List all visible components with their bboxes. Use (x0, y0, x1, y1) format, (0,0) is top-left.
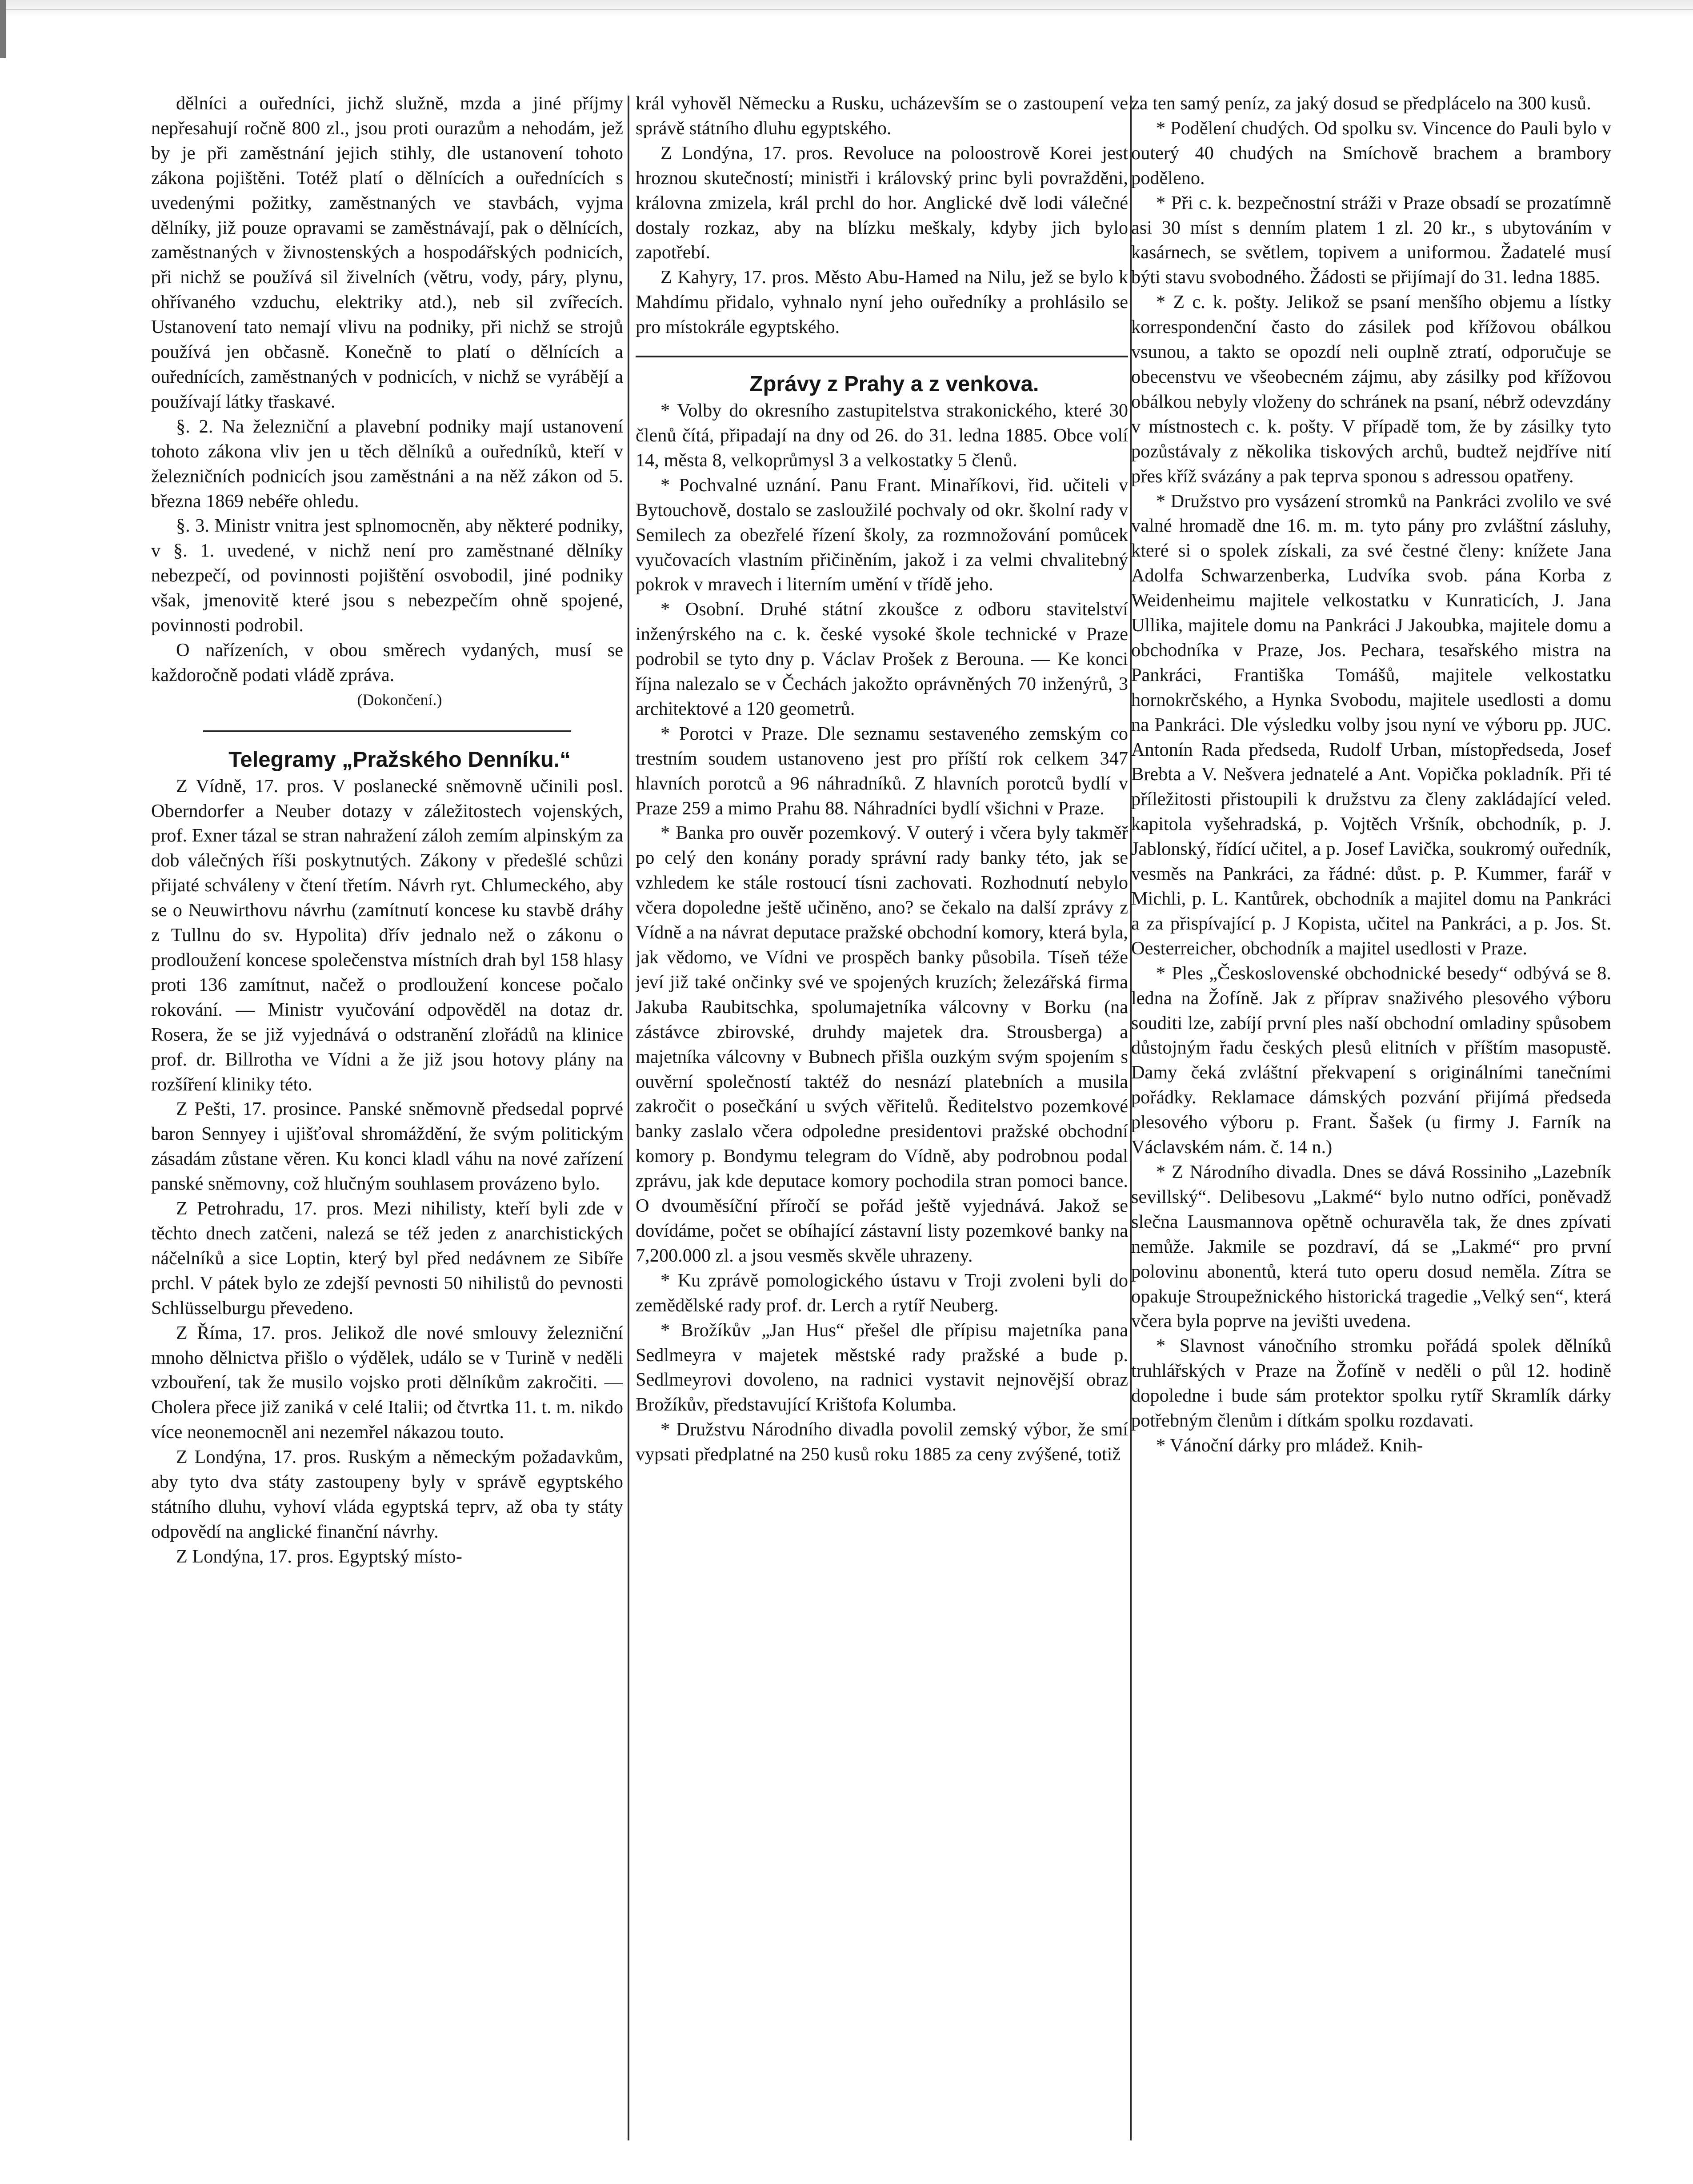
news-item: * Ku zprávě pomologického ústavu v Troji zvoleni byli do zemědělské rady prof. dr. Lerch a rytíř Neuberg. (636, 1270, 1128, 1316)
news-item: * Z Národního divadla. Dnes se dává Rossiniho „Lazebník sevillský“. Delibesovu „Lakmé“ bylo nutno odříci, poněvadž slečna Lausmannova opětně ochuravěla tak, že dnes zpívati nemůže. Jakmile se pozdraví, dá se „Lakmé“ pro první polovinu abonentů, která tuto operu dosud neměla. Zítra se opakuje Stroupežnického historická tragedie „Velký sen“, která včera byla poprve na jevišti uvedena. (1131, 1161, 1611, 1332)
news-item: * Podělení chudých. Od spolku sv. Vincence do Pauli bylo v outerý 40 chudých na Smíchově brachem a brambory poděleno. (1131, 117, 1611, 188)
section-divider (203, 730, 571, 732)
telegram-item: Z Vídně, 17. pros. V poslanecké sněmovně učinili posl. Oberndorfer a Neuber dotazy v záležitostech vojenských, prof. Exner tázal se stran nahražení záloh zemím alpinským za dob válečných říši poskytnutých. Zákony v předešlé schůzi přijaté schváleny v čtení třetím. Návrh ryt. Chlumeckého, aby se o Neuwirthovu návrhu (zamítnutí koncese ku stavbě dráhy z Tullnu do sv. Hypolita) dřív jednalo než o zákonu o prodloužení koncese společenstva místních drah byl 158 hlasy proti 136 zamítnut, načež o prodloužení koncese počalo rokování. — Ministr vyučování odpověděl na dotaz dr. Rosera, že se již vyjednává o odstranění zlořádů na klinice prof. dr. Billrotha ve Vídni a že již jsou hotovy plány na rozšíření kliniky této. (151, 775, 623, 1095)
news-item: za ten samý peníz, za jaký dosud se předplácelo na 300 kusů. (1131, 93, 1591, 114)
news-item: * Volby do okresního zastupitelstva strakonického, které 30 členů čítá, připadají na dny od 26. do 31. ledna 1885. Obce volí 14, města 8, velkoprůmysl 3 a velkostatky 5 členů. (636, 400, 1128, 471)
law-text-paragraph: O nařízeních, v obou směrech vydaných, musí se každoročně podati vládě zpráva. (151, 639, 623, 685)
column-3 (1131, 91, 1611, 2156)
section-heading-news: Zprávy z Prahy a z venkova. (749, 372, 1039, 397)
column-2 (636, 91, 1128, 2156)
news-item: * Osobní. Druhé státní zkoušce z odboru stavitelství inženýrského na c. k. české vysoké škole technické v Praze podrobil se tyto dny p. Václav Prošek z Berouna. — Ke konci října nalezalo se v Čechách jakožto oprávněných 70 inženýrů, 3 architektové a 120 geometrů. (636, 599, 1128, 719)
scan-artifact-line (0, 9, 1693, 10)
section-heading-telegrams: Telegramy „Pražského Denníku.“ (228, 747, 571, 772)
telegram-item: Z Pešti, 17. prosince. Panské sněmovně předsedal poprvé baron Sennyey i ujišťoval shromáždění, že svým politickým zásadám zůstane věren. Ku konci kladl váhu na nové zařízení panské sněmovny, což hlučným souhlasem provázeno bylo. (151, 1098, 623, 1194)
telegram-item: Z Kahyry, 17. pros. Město Abu-Hamed na Nilu, jež se bylo k Mahdímu přidalo, vyhnalo nyní jeho ouředníky a prohlásilo se pro místokrále egyptského. (636, 267, 1128, 338)
telegram-item: Z Petrohradu, 17. pros. Mezi nihilisty, kteří byli zde v těchto dnech zatčeni, nalezá se též jeden z anarchistických náčelníků a sice Loptin, který byl před nedávnem ze Sibíře prchl. V pátek bylo ze zdejší pevnosti 50 nihilistů do pevnosti Schlüsselburgu převedeno. (151, 1198, 623, 1318)
law-text-paragraph: dělníci a ouředníci, jichž služně, mzda a jiné příjmy nepřesahují ročně 800 zl., jsou proti ourazům a nehodám, jež by je při zaměstnání jejich stihly, dle ustanovení tohoto zákona pojištěni. Totéž platí o dělnících a ouřednících s uvedenými požitky, zaměstnaných ve stavbách, vyjma dělníky, již pouze opravami se zaměstnávají, pak o dělnících, zaměstnaných v živnostenských a hospodářských podnicích, při nichž se používá sil živelních (větru, vody, páry, plynu, ohřívaného vzduchu, elektriky atd.), neb sil zvířecích. Ustanovení tato nemají vlivu na podniky, při nichž se strojů používá jen občasně. Konečně to platí o dělnících a ouřednících, zaměstnaných v podnicích, v nichž se vyrábějí a používají látky třaskavé. (151, 93, 623, 412)
news-item: * Z c. k. pošty. Jelikož se psaní menšího objemu a lístky korrespondenční často do zásilek pod křížovou obálkou vsunou, a takto se opozdí neli ouplně ztratí, odporučuje se obecenstvu ve všeobecném zájmu, aby zásilky pod křížovou obálkou nebyly vloženy do schránek na psaní, nébrž odevzdány v místnostech c. k. pošty. V případě tom, že by zásilky tyto pozůstávaly z několika tiskových archů, budtež nejdříve nití přes kříž svázány a pak teprva sponou s adressou opatřeny. (1131, 292, 1611, 487)
telegram-item: Z Londýna, 17. pros. Ruským a německým požadavkům, aby tyto dva státy zastoupeny byly v správě egyptského státního dluhu, vyhoví vláda egyptská teprv, až oba ty státy odpovědí na anglické finanční návrhy. (151, 1447, 623, 1542)
news-item: * Slavnost vánočního stromku pořádá spolek dělníků truhlářských v Praze na Žofíně v neděli o půl 12. hodině dopoledne i bude sám protektor spolku rytíř Skramlík dárky potřebným členům i dítkám spolku rozdavati. (1131, 1335, 1611, 1431)
news-item: * Družstvo pro vysázení stromků na Pankráci zvolilo ve své valné hromadě dne 16. m. m. tyto pány pro zvláštní zásluhy, které si o spolek získali, za své čestné členy: knížete Jana Adolfa Schwarzenberka, Ludvíka svob. pána Korba z Weidenheimu majitele velkostatku v Kunraticích, J. Jana Ullika, majitele domu na Pankráci J Jakoubka, majitele domu a obchodníka v Praze, Jos. Pechara, tesařského mistra na Pankráci, Františka Tomášů, majitele velkostatku hornokrčského, a Hynka Svobodu, majitele usedlosti a domu na Pankráci. Dle výsledku volby jsou nyní ve výboru pp. JUC. Antonín Rada předseda, Rudolf Urban, místopředseda, Josef Brebta a V. Nešvera jednatelé a Ant. Vopička pokladník. Při té příležitosti přistoupili k družstvu za členy zakládající veled. kapitola vyšehradská, p. Vojtěch Vršník, obchodník, p. J. Jablonský, řídící učitel, a p. Josef Lavička, soukromý ouředník, vesměs na Pankráci, za řádné: důst. p. P. Kummer, farář v Michli, p. L. Kantůrek, obchodník a majitel domu na Pankráci a za přispívající p. J Kopista, učitel na Pankráci, a p. Jos. St. Oesterreicher, obchodník a majitel usedlosti v Praze. (1131, 490, 1611, 959)
scan-left-edge (0, 0, 6, 58)
news-item: * Vánoční dárky pro mládež. Knih- (1156, 1435, 1423, 1456)
column-rule (628, 96, 629, 2140)
news-item: * Ples „Československé obchodnické besedy“ odbývá se 8. ledna na Žofíně. Jak z příprav snaživého plesového výboru souditi lze, zabíjí první ples naší obchodní omladiny spůsobem důstojným řadu českých plesů elitních v příštím masopustě. Damy čeká zvláštní překvapení s originálními tanečními pořádky. Reklamace dámských pozvání přijímá předseda plesového výboru p. Frant. Šašek (u firmy J. Farník na Václavském nám. č. 14 n.) (1131, 962, 1611, 1158)
section-divider (636, 356, 1128, 357)
news-item: * Brožíkův „Jan Hus“ přešel dle přípisu majetníka pana Sedlmeyra v majetek městské rady pražské a bude p. Sedlmeyrovi dovoleno, na radnici vystavit nejnovější obraz Brožíkův, představující Krištofa Kolumba. (636, 1319, 1128, 1415)
telegram-item: Z Londýna, 17. pros. Revoluce na poloostrově Korei jest hroznou skutečností; ministři i královský princ byli povražděni, královna zmizela, král prchl do hor. Anglické dvě lodi válečné dostaly rozkaz, aby na blízku meškaly, kdyby jich bylo zapotřebí. (636, 142, 1128, 263)
news-item: * Při c. k. bezpečnostní stráži v Praze obsadí se prozatímně asi 30 míst s denním platem 1 zl. 20 kr., s ubytováním v kasárnech, se světlem, topivem a uniformou. Žadatelé musí býti stavu svobodného. Žádosti se přijímají do 31. ledna 1885. (1131, 192, 1611, 288)
news-item: * Pochvalné uznání. Panu Frant. Minaříkovi, řid. učiteli v Bytouchově, dostalo se zasloužilé pochvaly od okr. školní rady v Semilech za obezřelé řízení školy, za rozmnožování pomůcek vyučovacích vlastním přičiněním, jakož i za velmi chvalitebný pokrok v mravech i literním umění v třídě jeho. (636, 474, 1128, 595)
column-1 (151, 91, 623, 2156)
news-item: * Banka pro ouvěr pozemkový. V outerý i včera byly takměř po celý den konány porady správní rady banky této, jak se vzhledem ke stále rostoucí tísni zachovati. Rozhodnutí nebylo včera dopoledne ještě učiněno, ano? se čekalo na další zprávy z Vídně a na návrat deputace pražské obchodní komory, která byla, jak vědomo, ve Vídni ve prospěch banky působila. Tíseň téže jeví již také ončinky své ve spojených kruzích; železářská firma Jakuba Raubitschka, spolumajetníka válcovny v Borku (na zástávce zbirovské, druhdy majetek dra. Strousberga) a majetníka válcovny v Bubnech přišla ouzkým svým spojením s ouvěrní společností taktéž do nesnází platebních a musila zakročit o posečkání u svých věřitelů. Ředitelstvo pozemkové banky zaslalo včera odpoledne presidentovi pražské obchodní komory p. Bondymu telegram do Vídně, aby podrobnou podal zprávu, jak kde deputace komory pochodila stran pomoci bance. O dvouměsíční příročí se pořád ještě vyjednává. Jakož se dovídáme, počet se obíhající zástavní listy pozemkové banky na 7,200.000 zl. a jsou vesměs skvěle uhrazeny. (636, 822, 1128, 1266)
news-item: * Družstvu Národního divadla povolil zemský výbor, že smí vypsati předplatné na 250 kusů roku 1885 za ceny zvýšené, totiž (636, 1419, 1128, 1465)
news-item: * Porotci v Praze. Dle seznamu sestaveného zemským co trestním soudem ustanoveno jest pro příští rok celkem 347 hlavních porotců a 96 náhradníků. Z hlavních porotců bydlí v Praze 259 a mimo Prahu 88. Náhradníci bydlí všichni v Praze. (636, 723, 1128, 819)
telegram-item: Z Londýna, 17. pros. Egyptský místo- (176, 1546, 462, 1567)
continuation-note: (Dokončení.) (357, 690, 442, 709)
law-text-paragraph: §. 3. Ministr vnitra jest splnomocněn, aby některé podniky, v §. 1. uvedené, v nichž není pro zaměstnané dělníky nebezpečí, od povinnosti pojištění osvobodil, jiné podniky však, jmenovitě které jsou s nebezpečím ohně spojené, povinnosti podrobil. (151, 515, 623, 636)
telegram-item: král vyhověl Německu a Rusku, ucházevším se o zastoupení ve správě státního dluhu egyptského. (636, 93, 1128, 139)
telegram-item: Z Říma, 17. pros. Jelikož dle nové smlouvy železniční mnoho dělnictva přišlo o výdělek, událo se v Turině v neděli vzbouření, tak že musilo vojsko proti dělníkům zakročiti. — Cholera přece již zaniká v celé Italii; od čtvrtka 11. t. m. nikdo více neonemocněl ani nezemřel nákazou touto. (151, 1322, 623, 1443)
law-text-paragraph: §. 2. Na železniční a plavební podniky mají ustanovení tohoto zákona vliv jen u těch dělníků a ouředníků, kteří v železničních podnicích jsou zaměstnáni a na něž zákon od 5. března 1869 nebéře ohledu. (151, 416, 623, 512)
